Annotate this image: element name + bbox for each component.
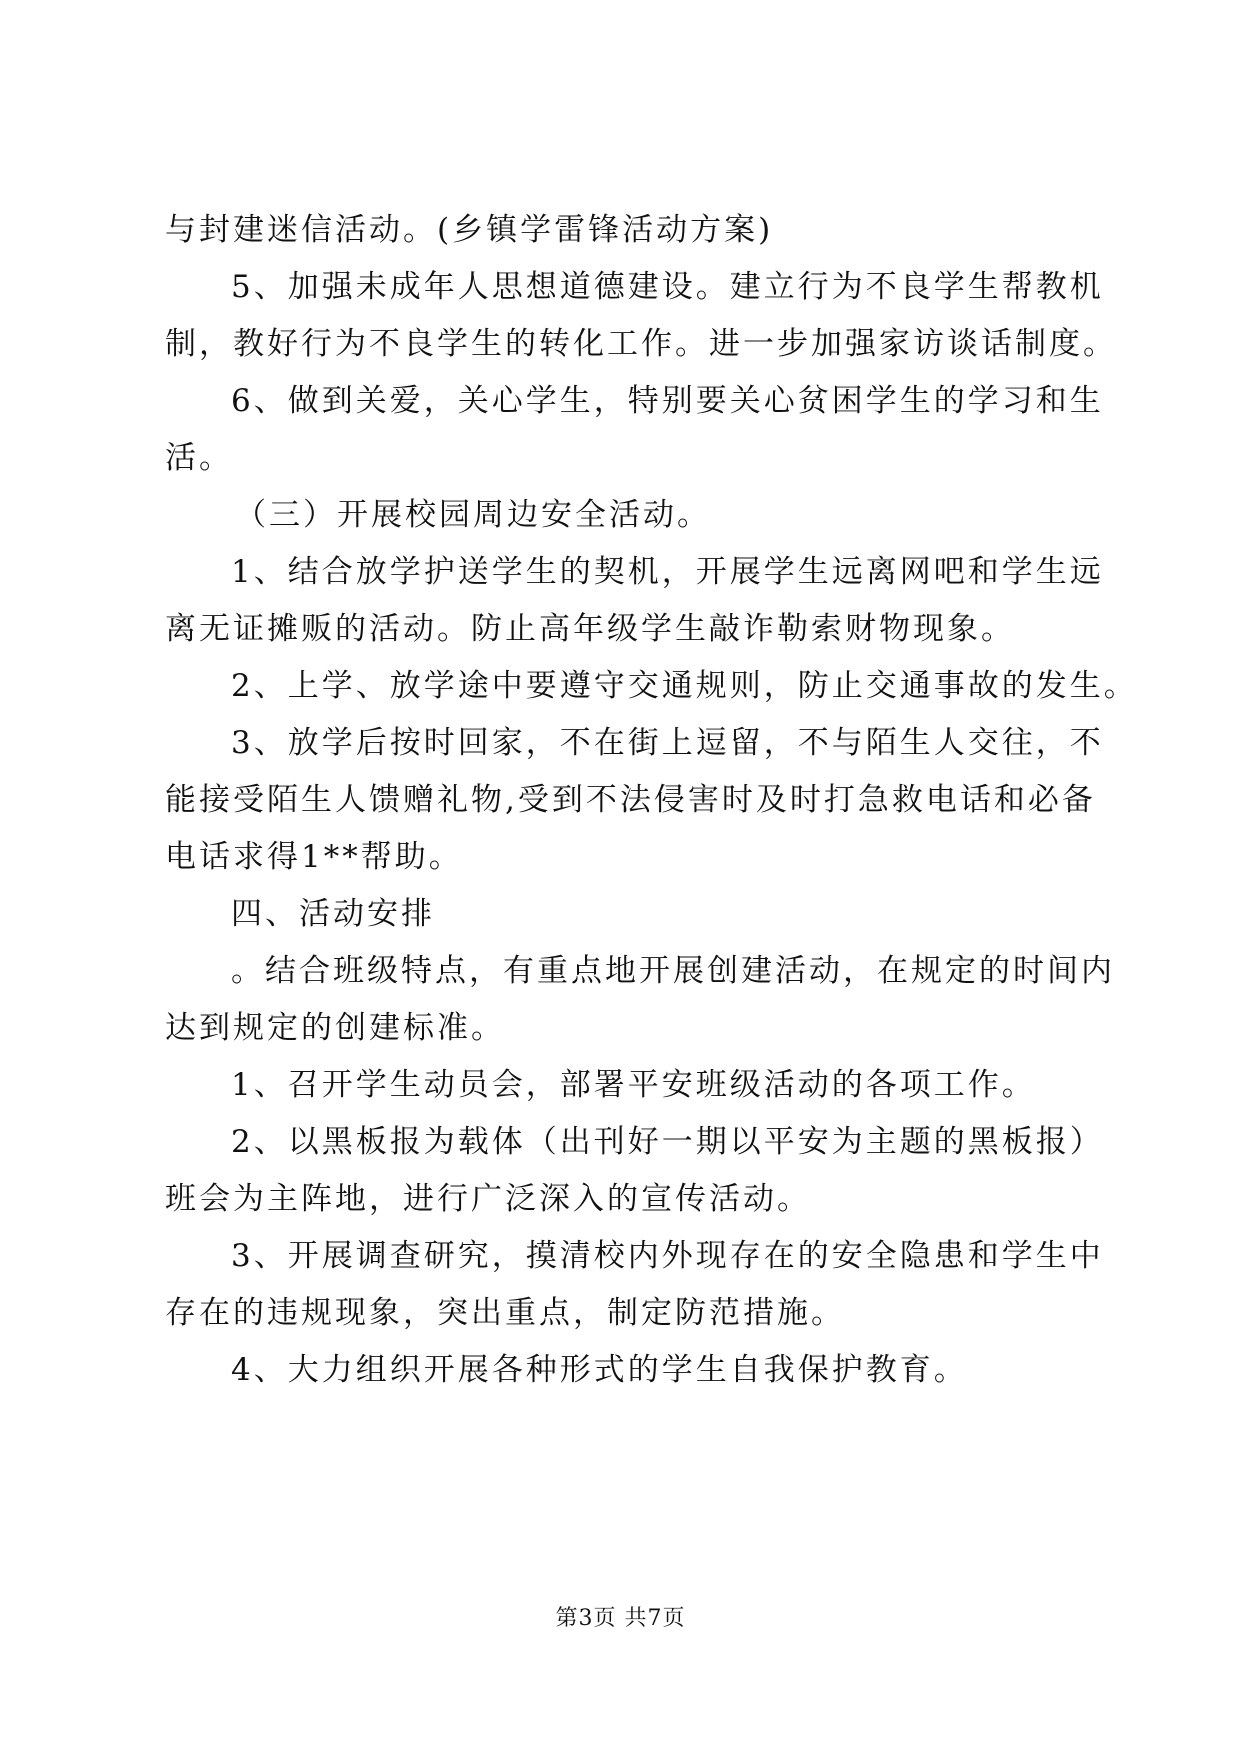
section-heading: 四、活动安排 (231, 896, 435, 932)
text-line: 3、放学后按时回家，不在街上逗留，不与陌生人交往，不 (231, 725, 1104, 761)
text-line: 4、大力组织开展各种形式的学生自我保护教育。 (231, 1352, 968, 1388)
text-line: 6、做到关爱，关心学生，特别要关心贫困学生的学习和生 (231, 383, 1104, 419)
text-line: 能接受陌生人馈赠礼物,受到不法侵害时及时打急救电话和必备 (165, 782, 1096, 818)
page-number: 第3页 共7页 (555, 1606, 686, 1631)
text-line: 。结合班级特点，有重点地开展创建活动，在规定的时间内 (231, 953, 1115, 989)
text-line: 制，教好行为不良学生的转化工作。进一步加强家访谈话制度。 (165, 326, 1117, 362)
text-line: 2、上学、放学途中要遵守交通规则，防止交通事故的发生。 (231, 668, 1138, 704)
text-line: 活。 (165, 440, 233, 476)
text-line: 5、加强未成年人思想道德建设。建立行为不良学生帮教机 (231, 269, 1104, 305)
text-line: 离无证摊贩的活动。防止高年级学生敲诈勒索财物现象。 (165, 611, 1015, 647)
text-line: 3、开展调查研究，摸清校内外现存在的安全隐患和学生中 (231, 1238, 1104, 1274)
section-heading: （三）开展校园周边安全活动。 (235, 497, 711, 533)
text-line: 1、召开学生动员会，部署平安班级活动的各项工作。 (231, 1067, 1036, 1103)
text-line: 1、结合放学护送学生的契机，开展学生远离网吧和学生远 (231, 554, 1104, 590)
text-line: 与封建迷信活动。(乡镇学雷锋活动方案) (165, 212, 774, 248)
text-line: 班会为主阵地，进行广泛深入的宣传活动。 (165, 1181, 811, 1217)
text-line: 达到规定的创建标准。 (165, 1010, 505, 1046)
text-line: 2、以黑板报为载体（出刊好一期以平安为主题的黑板报） (231, 1124, 1104, 1160)
text-line: 存在的违规现象，突出重点，制定防范措施。 (165, 1295, 845, 1331)
text-line: 电话求得1**帮助。 (165, 839, 463, 875)
